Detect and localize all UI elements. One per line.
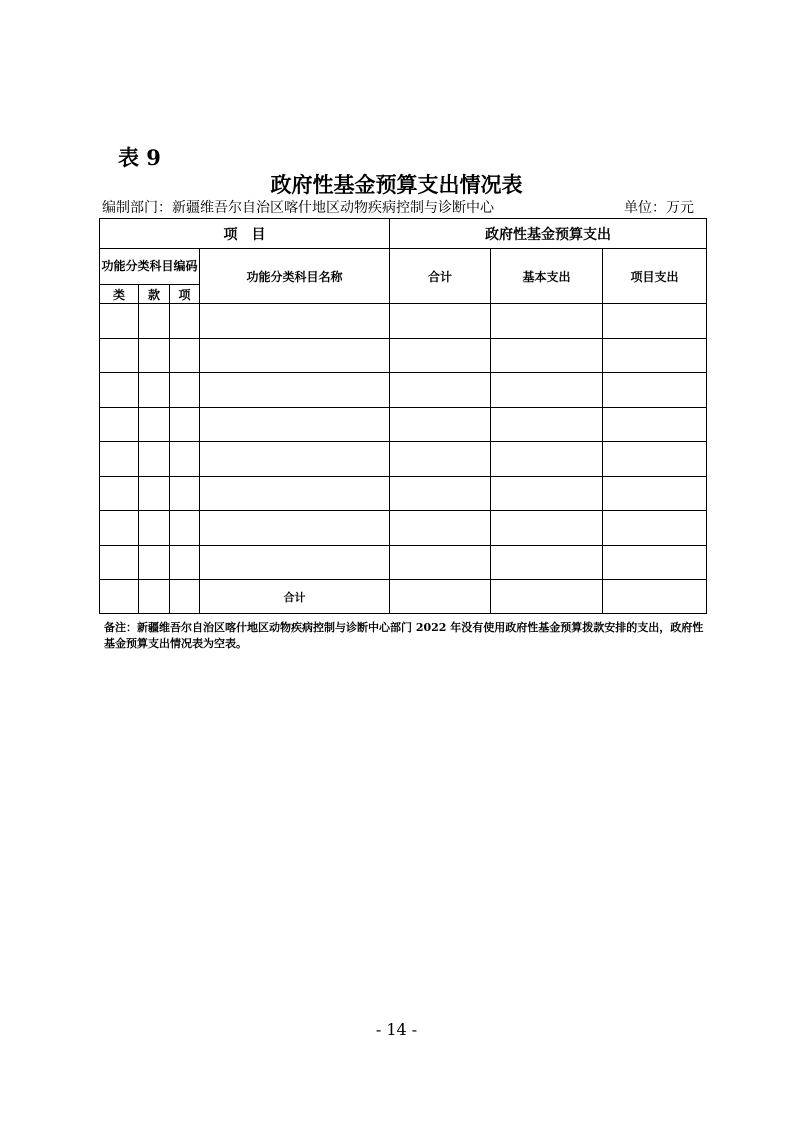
table-cell bbox=[390, 545, 491, 580]
header-total: 合计 bbox=[390, 249, 491, 304]
total-code-cell bbox=[139, 580, 170, 614]
table-cell bbox=[139, 511, 170, 546]
header-row-main bbox=[100, 219, 707, 249]
table-cell bbox=[491, 511, 603, 546]
table-cell bbox=[491, 304, 603, 339]
table-cell bbox=[100, 545, 139, 580]
table-cell bbox=[390, 304, 491, 339]
page-number: - 14 - bbox=[375, 1020, 418, 1039]
header-budget-expenditure: 政府性基金预算支出 bbox=[390, 219, 707, 249]
header-xiang: 项 bbox=[170, 285, 200, 304]
table-cell bbox=[139, 545, 170, 580]
document-title: 政府性基金预算支出情况表 bbox=[270, 172, 523, 197]
unit-label: 单位：万元 bbox=[624, 200, 694, 216]
table-row bbox=[100, 442, 707, 477]
table-cell bbox=[100, 476, 139, 511]
table-row bbox=[100, 476, 707, 511]
header-function-code: 功能分类科目编码 bbox=[100, 249, 200, 285]
table-cell bbox=[390, 338, 491, 373]
table-cell bbox=[491, 373, 603, 408]
table-cell bbox=[100, 407, 139, 442]
table-cell bbox=[390, 442, 491, 477]
table-cell bbox=[603, 442, 707, 477]
table-meta bbox=[102, 197, 694, 217]
table-cell bbox=[100, 338, 139, 373]
table-row bbox=[100, 304, 707, 339]
total-code-cell bbox=[100, 580, 139, 614]
total-label: 合计 bbox=[200, 580, 390, 614]
table-cell bbox=[200, 545, 390, 580]
table-cell bbox=[200, 442, 390, 477]
table-cell bbox=[200, 511, 390, 546]
table-row bbox=[100, 511, 707, 546]
table-cell bbox=[390, 511, 491, 546]
budget-table bbox=[99, 218, 707, 614]
total-value-cell bbox=[390, 580, 491, 614]
table-cell bbox=[491, 442, 603, 477]
table-cell bbox=[139, 338, 170, 373]
table-cell bbox=[200, 304, 390, 339]
table-cell bbox=[139, 304, 170, 339]
table-cell bbox=[390, 373, 491, 408]
header-row-sub bbox=[100, 249, 707, 285]
table-cell bbox=[390, 476, 491, 511]
table-cell bbox=[170, 304, 200, 339]
total-value-cell bbox=[603, 580, 707, 614]
total-code-cell bbox=[170, 580, 200, 614]
table-cell bbox=[491, 545, 603, 580]
table-row bbox=[100, 545, 707, 580]
total-row bbox=[100, 580, 707, 614]
table-cell bbox=[491, 407, 603, 442]
header-function-name: 功能分类科目名称 bbox=[200, 249, 390, 304]
table-cell bbox=[603, 407, 707, 442]
table-cell bbox=[170, 338, 200, 373]
department-label: 编制部门：新疆维吾尔自治区喀什地区动物疾病控制与诊断中心 bbox=[102, 200, 494, 216]
footnote: 备注：新疆维吾尔自治区喀什地区动物疾病控制与诊断中心部门 2022 年没有使用政府性基金预算拨款安排的支出，政府性基金预算支出情况表为空表。 bbox=[104, 621, 704, 650]
header-lei: 类 bbox=[100, 285, 139, 304]
table-cell bbox=[603, 476, 707, 511]
table-cell bbox=[170, 442, 200, 477]
table-cell bbox=[170, 476, 200, 511]
table-cell bbox=[603, 338, 707, 373]
table-row bbox=[100, 338, 707, 373]
table-cell bbox=[139, 407, 170, 442]
total-value-cell bbox=[491, 580, 603, 614]
table-row bbox=[100, 373, 707, 408]
table-cell bbox=[139, 476, 170, 511]
table-cell bbox=[491, 476, 603, 511]
table-cell bbox=[603, 511, 707, 546]
table-cell bbox=[139, 442, 170, 477]
table-cell bbox=[390, 407, 491, 442]
table-cell bbox=[100, 511, 139, 546]
table-cell bbox=[200, 373, 390, 408]
table-cell bbox=[491, 338, 603, 373]
table-cell bbox=[200, 338, 390, 373]
table-cell bbox=[603, 304, 707, 339]
table-cell bbox=[603, 373, 707, 408]
table-cell bbox=[100, 442, 139, 477]
table-row bbox=[100, 407, 707, 442]
table-cell bbox=[170, 511, 200, 546]
table-cell bbox=[170, 407, 200, 442]
table-cell bbox=[603, 545, 707, 580]
table-cell bbox=[139, 373, 170, 408]
table-cell bbox=[200, 407, 390, 442]
header-item: 项 目 bbox=[100, 219, 390, 249]
table-number-label: 表 9 bbox=[118, 145, 161, 170]
header-basic-expenditure: 基本支出 bbox=[491, 249, 603, 304]
table-cell bbox=[100, 373, 139, 408]
header-project-expenditure: 项目支出 bbox=[603, 249, 707, 304]
table-cell bbox=[100, 304, 139, 339]
table-cell bbox=[170, 373, 200, 408]
table-cell bbox=[200, 476, 390, 511]
header-kuan: 款 bbox=[139, 285, 170, 304]
table-cell bbox=[170, 545, 200, 580]
